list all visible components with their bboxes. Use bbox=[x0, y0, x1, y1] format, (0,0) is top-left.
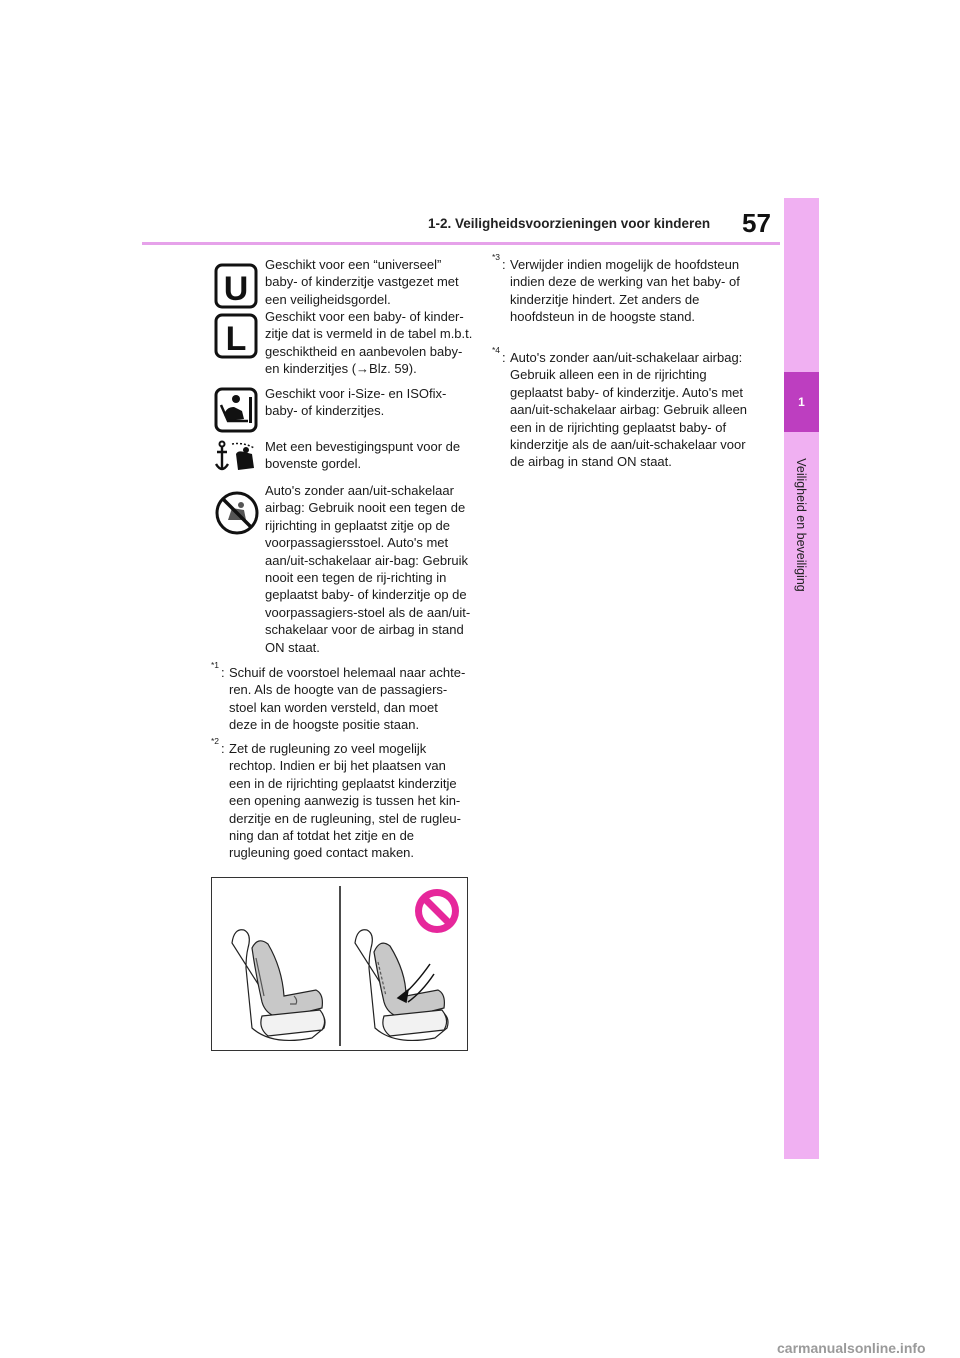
isofix-seat-icon bbox=[214, 387, 258, 433]
note-3-text: Verwijder indien mogelijk de hoofdsteun indien deze de werking van het baby- of kinderzitje hindert. Zet anders de hoofdsteun in de hoogste stand. bbox=[510, 257, 740, 325]
top-tether-icon bbox=[214, 440, 260, 476]
correct-fit-seat bbox=[232, 930, 325, 1041]
prohibited-description: Auto's zonder aan/uit-schakelaar airbag: Gebruik nooit een tegen de rijrichting in geplaatst zitje op de voorpassagiersstoel. Auto's met aan/uit-schakelaar air-bag: Gebruik nooit een tegen de rij-richting in geplaatst baby- of kinderzitje op de voorpassagiers-stoel als de aan/uit-schakelaar voor de airbag in stand ON staat. bbox=[265, 483, 471, 655]
chapter-side-tab bbox=[784, 198, 819, 1159]
incorrect-fit-seat bbox=[355, 930, 448, 1041]
section-title: 1-2. Veiligheidsvoorzieningen voor kinderen bbox=[428, 216, 711, 231]
l-letter: L bbox=[225, 320, 247, 358]
note-3-marker: *3 bbox=[492, 252, 501, 262]
header-divider bbox=[142, 242, 780, 245]
seat-illustration-graphic bbox=[212, 878, 467, 1050]
watermark-footer: carmanualsonline.info bbox=[777, 1340, 926, 1356]
semi-universal-seat-icon bbox=[214, 313, 258, 359]
note-4-colon: : bbox=[502, 350, 506, 365]
note-2-marker: *2 bbox=[211, 736, 220, 746]
note-3-colon: : bbox=[502, 257, 506, 272]
note-4-marker: *4 bbox=[492, 345, 501, 355]
prohibited-sign-icon bbox=[415, 889, 459, 933]
seat-illustration bbox=[211, 877, 468, 1051]
universal-description: Geschikt voor een “universeel” baby- of kinderzitje vastgezet met een veiligheidsgordel. bbox=[265, 257, 459, 307]
rear-facing-prohibited-icon bbox=[214, 490, 260, 536]
chapter-number-badge: 1 bbox=[784, 372, 819, 432]
note-2-colon: : bbox=[221, 741, 225, 756]
note-1-marker: *1 bbox=[211, 660, 220, 670]
u-letter: U bbox=[223, 270, 249, 308]
universal-seat-icon bbox=[214, 263, 258, 309]
note-1-text: Schuif de voorstoel helemaal naar achte-ren. Als de hoogte van de passagiers-stoel kan worden versteld, dan moet deze in de hoogste positie staan. bbox=[229, 665, 466, 733]
note-4-text: Auto's zonder aan/uit-schakelaar airbag: Gebruik alleen een in de rijrichting geplaatst baby- of kinderzitje. Auto's met aan/uit-schakelaar airbag: Gebruik alleen een in de rijrichting geplaatst baby- of kinderzitje als de aan/uit-schakelaar voor de airbag in stand ON staat. bbox=[510, 350, 748, 470]
chapter-title: Veiligheid en beveiliging bbox=[794, 458, 808, 592]
isofix-description: Geschikt voor i-Size- en ISOfix-baby- of kinderzitjes. bbox=[265, 386, 447, 419]
note-2-text: Zet de rugleuning zo veel mogelijk rechtop. Indien er bij het plaatsen van een in de rijrichting geplaatst kinderzitje een opening aanwezig is tussen het kin-derzitje en de rugleuning, stel de rugleu-ning dan af totdat het zitje en de rugleuning goed contact maken. bbox=[229, 741, 461, 861]
semi-universal-description: Geschikt voor een baby- of kinder-zitje dat is vermeld in de tabel m.b.t. geschiktheid en aanbevolen baby- en kinderzitjes (→Blz. 59). bbox=[265, 309, 473, 377]
tether-description: Met een bevestigingspunt voor de bovenste gordel. bbox=[265, 439, 461, 472]
page-number: 57 bbox=[742, 208, 771, 238]
note-1-colon: : bbox=[221, 665, 225, 680]
